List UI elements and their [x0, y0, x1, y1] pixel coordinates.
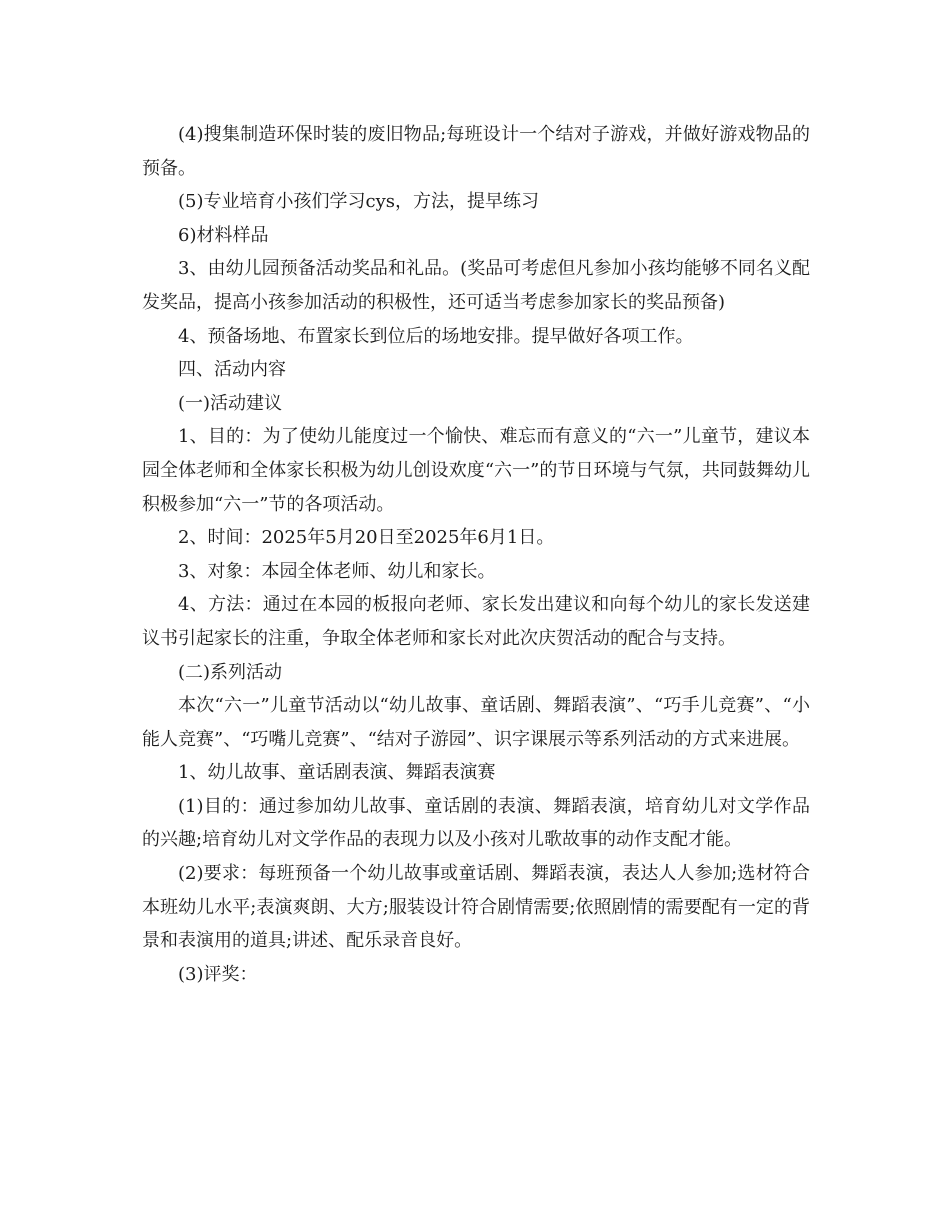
subsection-heading-series-activities: (二)系列活动 [178, 661, 283, 683]
paragraph-time: 2、时间：2025年5月20日至2025年6月1日。 [178, 527, 555, 549]
paragraph-item-5: (5)专业培育小孩们学习cys，方法，提早练习 [178, 191, 539, 213]
paragraph-audience: 3、对象：本园全体老师、幼儿和家长。 [178, 560, 496, 582]
paragraph-series-intro: 本次“六一”儿童节活动以“幼儿故事、童话剧、舞蹈表演”、“巧手儿竞赛”、“小能人竞赛”、“巧嘴儿竞赛”、“结对子游园”、识字课展示等系列活动的方式来进展。 [142, 695, 810, 750]
paragraph-contest-requirements: (2)要求：每班预备一个幼儿故事或童话剧、舞蹈表演，表达人人参加;选材符合本班幼儿水平;表演爽朗、大方;服装设计符合剧情需要;依照剧情的需要配有一定的背景和表演用的道具;讲述、配乐录音良好。 [142, 863, 810, 952]
subsection-heading-suggestions: (一)活动建议 [178, 392, 283, 414]
paragraph-item-6: 6)材料样品 [178, 224, 269, 246]
paragraph-item-4: (4)搜集制造环保时装的废旧物品;每班设计一个结对子游戏，并做好游戏物品的预备。 [142, 124, 810, 179]
paragraph-method: 4、方法：通过在本园的板报向老师、家长发出建议和向每个幼儿的家长发送建议书引起家长的注重，争取全体老师和家长对此次庆贺活动的配合与支持。 [142, 594, 810, 649]
paragraph-contest-purpose: (1)目的：通过参加幼儿故事、童话剧的表演、舞蹈表演，培育幼儿对文学作品的兴趣;培育幼儿对文学作品的表现力以及小孩对儿歌故事的动作支配才能。 [142, 795, 810, 851]
paragraph-purpose: 1、目的：为了使幼儿能度过一个愉快、难忘而有意义的“六一”儿童节，建议本园全体老师和全体家长积极为幼儿创设欢度“六一”的节日环境与气氛，共同鼓舞幼儿积极参加“六一”节的各项活动。 [142, 426, 810, 515]
paragraph-prizes: 3、由幼儿园预备活动奖品和礼品。(奖品可考虑但凡参加小孩均能够不同名义配发奖品，提高小孩参加活动的积极性，还可适当考虑参加家长的奖品预备) [142, 258, 810, 313]
paragraph-contest-awards: (3)评奖： [178, 963, 258, 985]
paragraph-contest-title: 1、幼儿故事、童话剧表演、舞蹈表演赛 [178, 762, 496, 784]
paragraph-venue: 4、预备场地、布置家长到位后的场地安排。提早做好各项工作。 [178, 325, 694, 347]
section-heading-activity-content: 四、活动内容 [178, 359, 286, 381]
document-body [142, 118, 810, 991]
